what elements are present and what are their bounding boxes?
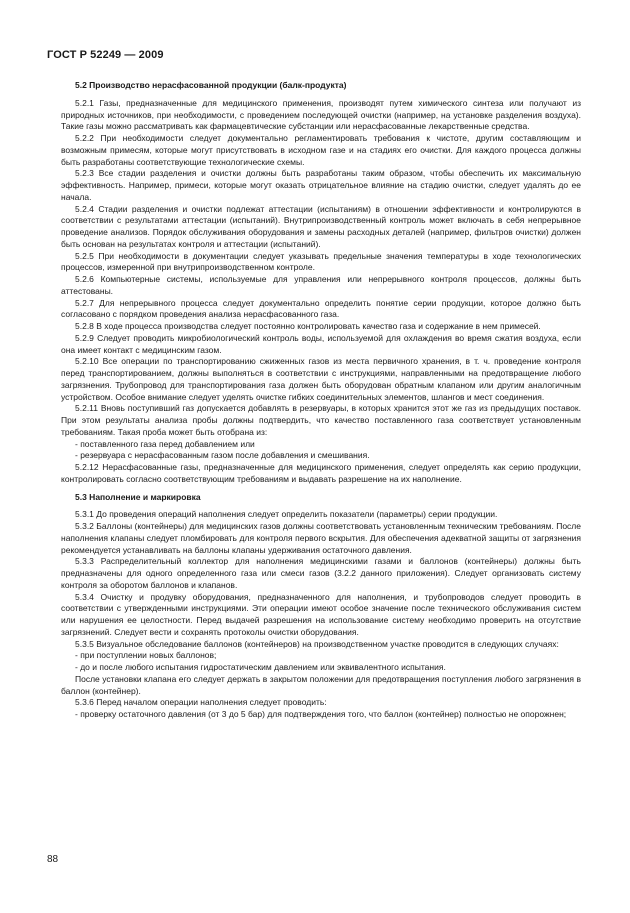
list-item: - до и после любого испытания гидростатическим давлением или эквивалентного испытания. [75, 662, 446, 672]
paragraph-5-3-5: 5.3.5 Визуальное обследование баллонов (контейнеров) на производственном участке проводится в следующих случаях: [75, 638, 559, 649]
paragraph-5-2-9: 5.2.9 Следует проводить микробиологический контроль воды, используемой для охлаждения во время сжатия воздуха, если она имеет контакт с медицинским газом. [61, 332, 581, 355]
list-item: - поставленного газа перед добавлением или [75, 438, 255, 449]
paragraph-5-2-3: 5.2.3 Все стадии разделения и очистки должны быть разработаны таким образом, чтобы обеспечить их максимальную эффективность. Например, примеси, которые могут оказать отрицательное влияние на стадию очистки, следует удалять до ее начала. [61, 168, 581, 202]
paragraph-5-2-5: 5.2.5 При необходимости в документации следует указывать предельные значения температуры в ходе технологических процессов, измеренной при внутрипроизводственном контроле. [61, 250, 581, 273]
paragraph-valve-note: После установки клапана его следует держать в закрытом положении для предотвращения поступления любого загрязнения в баллон (контейнер). [61, 673, 581, 696]
section-heading-5-3: 5.3 Наполнение и маркировка [75, 491, 201, 502]
paragraph-5-2-1: 5.2.1 Газы, предназначенные для медицинского применения, производят путем химического синтеза или получают из природных источников, при необходимости, с проведением последующей очистки (например, на установке разделения воздуха). Такие газы можно рассматривать как фармацевтические субстанции или нерасфасованные лекарственные средства. [61, 97, 581, 132]
paragraph-5-3-3: 5.3.3 Распределительный коллектор для наполнения медицинскими газами и баллонов (контейнеры) должны быть предназначены для одного определенного газа или смеси газов (3.2.2 данного приложения). Следует организовать систему контроля за оборотом баллонов и клапанов. [61, 556, 581, 590]
document-header: ГОСТ Р 52249 — 2009 [47, 49, 164, 61]
paragraph-5-2-12: 5.2.12 Нерасфасованные газы, предназначенные для медицинского применения, следует определять как серию продукции, контролировать согласно соответствующим требованиям и выдавать разрешение на их наполнение. [61, 462, 581, 484]
paragraph-5-3-1: 5.3.1 До проведения операций наполнения следует определить показатели (параметры) серии продукции. [75, 509, 498, 520]
paragraph-5-2-11: 5.2.11 Вновь поступивший газ допускается добавлять в резервуары, в которых хранится этот же газ из предыдущих поставок. При этом результаты анализа пробы должны подтвердить, что качество поставленного газа соответствует установленным требованиям. Такая проба может быть отобрана из: [61, 403, 581, 437]
page-number: 88 [47, 854, 59, 865]
paragraph-5-3-2: 5.3.2 Баллоны (контейнеры) для медицинских газов должны соответствовать установленным техническим требованиям. После наполнения клапаны следует пломбировать для контроля первого вскрытия. Для обеспечения адекватной защиты от загрязнения рекомендуется устанавливать на баллоны клапаны удерживания остаточного давления. [61, 521, 581, 555]
section-heading-5-2: 5.2 Производство нерасфасованной продукции (балк-продукта) [75, 80, 347, 90]
paragraph-5-2-4: 5.2.4 Стадии разделения и очистки подлежат аттестации (испытаниям) в отношении эффективности и контролируются в соответствии с результатами аттестации (испытаний). Внутрипроизводственный контроль может включать в себя непрерывное проведение анализов. Порядок обслуживания оборудования и замены расходных деталей (например, фильтров очистки) должен быть основан на результатах контроля и аттестации (испытаний). [61, 203, 581, 249]
document-body [61, 80, 581, 721]
paragraph-5-2-2: 5.2.2 При необходимости следует документально регламентировать требования к чистоте, другим составляющим и возможным примесям, которые могут присутствовать в исходном газе и на стадиях его очистки. Для каждого процесса должны быть разработаны соответствующие технологические схемы. [61, 133, 581, 167]
list-item: - проверку остаточного давления (от 3 до 5 бар) для подтверждения того, что баллон (контейнер) полностью не опорожнен; [75, 709, 567, 719]
paragraph-5-2-7: 5.2.7 Для непрерывного процесса следует документально определить понятие серии продукции, которое должно быть согласовано с порядком проведения анализа нерасфасованного газа. [61, 297, 581, 320]
list-item: - резервуара с нерасфасованным газом после добавления и смешивания. [75, 450, 370, 461]
paragraph-5-2-8: 5.2.8 В ходе процесса производства следует постоянно контролировать качество газа и содержание в нем примесей. [75, 321, 541, 331]
paragraph-5-2-10: 5.2.10 Все операции по транспортированию сжиженных газов из места первичного хранения, в т. ч. проведение контроля перед транспортированием, должны выполняться в соответствии с инструкциями, направленными на предотвращение любого загрязнения. Трубопровод для транспортирования газа должен быть оборудован обратным клапаном или другим аналогичным устройством. Особое внимание следует уделять очистке гибких соединительных элементов, шлангов и мест соединения. [61, 356, 581, 402]
list-item: - при поступлении новых баллонов; [75, 650, 217, 661]
paragraph-5-3-4: 5.3.4 Очистку и продувку оборудования, предназначенного для наполнения, и трубопроводов следует проводить в соответствии с утвержденными инструкциями. Эти операции имеют особое значение после технического обслуживания систем или нарушения ее целостности. Перед выдачей разрешения на использование систему необходимо проверить на отсутствие загрязнений. Следует вести и сохранять протоколы очистки оборудования. [61, 591, 581, 637]
paragraph-5-3-6: 5.3.6 Перед началом операции наполнения следует проводить: [75, 697, 327, 708]
paragraph-5-2-6: 5.2.6 Компьютерные системы, используемые для управления или непрерывного контроля процессов, должны быть аттестованы. [61, 274, 581, 296]
